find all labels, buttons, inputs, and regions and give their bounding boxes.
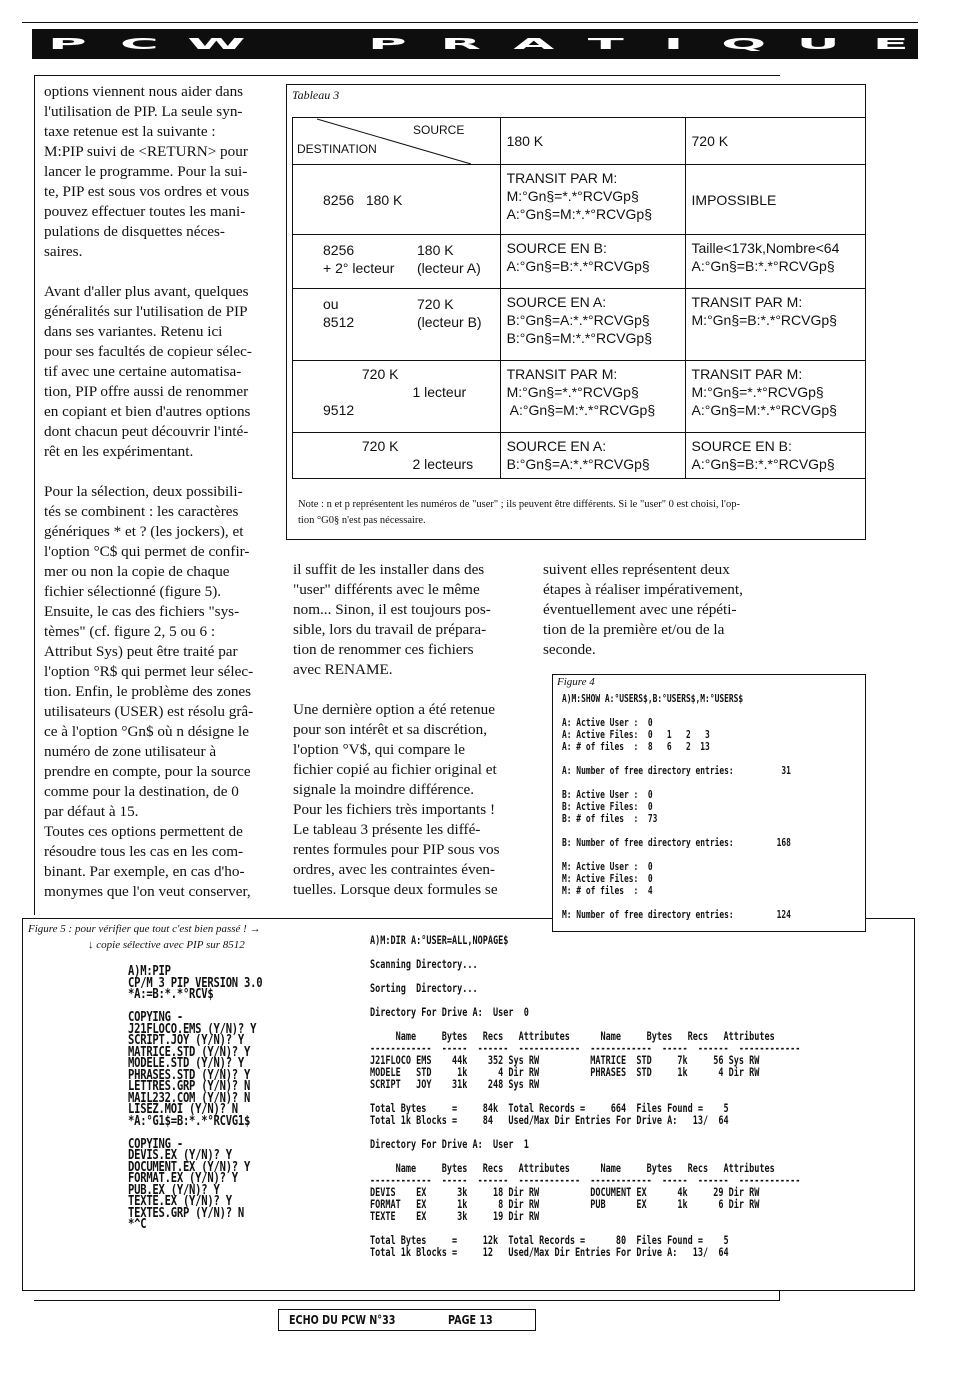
table-cell: TRANSIT PAR M: M:°Gn§=*.*°RCVGp§ A:°Gn§=M:*.*°RCVGp§ [506, 170, 652, 222]
article-column-2: il suffit de les installer dans des "user" différents avec le même nom... Sinon, il est toujours pos- sible, lors du travail de prépara- tion de renommer ces fichiers avec RENAME. Une dernière option a été retenue pour son intérêt et sa discrétion, l'option °V$, qui compare le fichier copié au fichier original et signale la moindre différence. Pour les fichiers très importants ! Le tableau 3 présente les diffé- rentes formules pour PIP sous vos ordres, avec les contraintes éven- tuelles. Lorsque deux formules se [293, 561, 500, 898]
figure-5-subcaption: ↓ copie sélective avec PIP sur 8512 [88, 939, 245, 951]
top-rule [22, 22, 918, 23]
banner-letter: T [587, 35, 627, 53]
section-banner [32, 29, 918, 59]
table-cell: TRANSIT PAR M: M:°Gn§=*.*°RCVGp§ A:°Gn§=M:*.*°RCVGp§ [691, 366, 837, 418]
banner-letter: A [513, 35, 557, 53]
banner-letter: Q [721, 35, 769, 53]
banner-letter: P [48, 35, 90, 53]
banner-letter: C [120, 35, 162, 53]
table-cell: IMPOSSIBLE [691, 191, 777, 208]
row-dest: 720 K 1 lecteur 9512 [323, 366, 467, 418]
row-dest-size: 720 K (lecteur B) [417, 296, 482, 330]
figure-4-listing: A)M:SHOW A:°USERS$,B:°USERS$,M:°USERS$ A: Active User : 0 A: Active Files: 0 1 2 3 A: # of files : 8 6 2 13 A: Number of free directory entries: 31 B: Active User : 0 B: Active Files: 0 B: # of files : 73 B: Number of free directory entries: 168 M: Active User : 0 M: Active Files: 0 M: # of files : 4 M: Number of free directory entries: 124 [562, 692, 791, 921]
table-cell: SOURCE EN B: A:°Gn§=B:*.*°RCVGp§ [506, 240, 650, 274]
banner-letter: R [440, 35, 484, 53]
pip-formula-table [292, 117, 866, 479]
banner-letter: P [368, 35, 410, 53]
row-dest: 8256 180 K [323, 191, 403, 208]
row-dest: 720 K 2 lecteurs [361, 438, 474, 472]
article-column-1: options viennent nous aider dans l'utilisation de PIP. La seule syn- taxe retenue est la suivante : M:PIP suivi de <RETURN> pour lancer le programme. Pour la sui- te, PIP est sous vos ordres et vous pouvez effectuer toutes les mani- pulations de disquettes néces- saires. Avant d'aller plus avant, quelques généralités sur l'utilisation de PIP dans ses variantes. Retenu ici pour ses facultés de copieur sélec- tif avec une certaine automatisa- tion, PIP offre aussi de renommer en copiant et bien d'autres options dont chacun peut découvrir l'inté- rêt en les expérimentant. Pour la sélection, deux possibili- tés se combinent : les caractères génériques * et ? (les jockers), et l'option °C$ qui permet de confir- mer ou non la copie de chaque fichier sélectionné (figure 5). Ensuite, le cas des fichiers "sys- tèmes" (cf. figure 2, 5 ou 6 : Attribut Sys) peut être traité par l'option °R$ qui permet leur sélec- tion. Enfin, le problème des zones utilisateurs (USER) est résolu grâ- ce à l'option °Gn$ où n désigne le numéro de zone utilisateur à prendre en compte, pour la source comme pour la destination, de 0 par défaut à 15. Toutes ces options permettent de résoudre tous les cas en les com- binant. Par exemple, en cas d'ho- monymes que l'on veut conserver, [44, 83, 254, 900]
table-cell: TRANSIT PAR M: M:°Gn§=*.*°RCVGp§ A:°Gn§=M:*.*°RCVGp§ [506, 366, 656, 418]
table-caption: Tableau 3 [292, 88, 340, 102]
table-note: Note : n et p représentent les numéros de "user" ; ils peuvent être différents. Si le "user" 0 est choisi, l'op- tion °G0§ n'est pas nécessaire. [298, 499, 740, 526]
figure-5-pip-session: A)M:PIP CP/M 3 PIP VERSION 3.0 *A:=B:*.*°RCV$ COPYING - J21FLOCO.EMS (Y/N)? Y SCRIPT.JOY (Y/N)? Y MATRICE.STD (Y/N)? Y MODELE.STD (Y/N)? Y PHRASES.STD (Y/N)? Y LETTRES.GRP (Y/N)? N MAIL232.COM (Y/N)? N LISEZ.MOI (Y/N)? N *A:°G1$=B:*.*°RCVG1$ COPYING - DEVIS.EX (Y/N)? Y DOCUMENT.EX (Y/N)? Y FORMAT.EX (Y/N)? Y PUB.EX (Y/N)? Y TEXTE.EX (Y/N)? Y TEXTES.GRP (Y/N)? N *^C [128, 963, 263, 1232]
figure-4-caption: Figure 4 [557, 676, 595, 688]
header-720k: 720 K [685, 118, 865, 165]
banner-letter: I [664, 35, 687, 53]
article-column-3: suivent elles représentent deux étapes à réaliser impérativement, éventuellement avec une répéti- tion de la première et/ou de la seconde. [543, 561, 743, 658]
table-cell: SOURCE EN A: B:°Gn§=A:*.*°RCVGp§ B:°Gn§=M:*.*°RCVGp§ [506, 294, 652, 346]
table-cell: TRANSIT PAR M: M:°Gn§=B:*.*°RCVGp§ [691, 294, 837, 328]
row-dest: 8256 + 2° lecteur [323, 242, 395, 276]
footer-page-number: PAGE 13 [448, 1313, 493, 1327]
figure-5-dir-listing: A)M:DIR A:°USER=ALL,NOPAGE$ Scanning Directory... Sorting Directory... Directory For Drive A: User 0 Name Bytes Recs Attributes Name Bytes Recs Attributes ------------ ----- ------ ------------ ------------ ----- ------ ------------ J21FLOCO EMS 44k 352 Sys RW MATRICE STD 7k 56 Sys RW MODELE STD 1k 4 Dir RW PHRASES STD 1k 4 Dir RW SCRIPT JOY 31k 248 Sys RW Total Bytes = 84k Total Records = 664 Files Found = 5 Total 1k Blocks = 84 Used/Max Dir Entries For Drive A: 13/ 64 Directory For Drive A: User 1 Name Bytes Recs Attributes Name Bytes Recs Attributes ------------ ----- ------ ------------ ------------ ----- ------ ------------ DEVIS EX 3k 18 Dir RW DOCUMENT EX 4k 29 Dir RW FORMAT EX 1k 8 Dir RW PUB EX 1k 6 Dir RW TEXTE EX 3k 19 Dir RW Total Bytes = 12k Total Records = 80 Files Found = 5 Total 1k Blocks = 12 Used/Max Dir Entries For Drive A: 13/ 64 [370, 933, 801, 1259]
table-cell: Taille<173k,Nombre<64 A:°Gn§=B:*.*°RCVGp§ [691, 240, 840, 274]
banner-letter: E [872, 35, 912, 53]
row-dest: ou 8512 [323, 296, 355, 330]
footer-publication: ECHO DU PCW N°33 [289, 1313, 396, 1327]
banner-letter: W [187, 35, 248, 53]
table-cell: SOURCE EN B: A:°Gn§=B:*.*°RCVGp§ [691, 438, 835, 472]
page-footer [278, 1309, 536, 1331]
table-cell: SOURCE EN A: B:°Gn§=A:*.*°RCVGp§ [506, 438, 650, 472]
row-dest-size: 180 K (lecteur A) [417, 242, 481, 276]
banner-letter: U [796, 35, 842, 53]
table-corner-header: SOURCE DESTINATION [293, 118, 501, 165]
header-180k: 180 K [500, 118, 685, 165]
figure-5-caption: Figure 5 : pour vérifier que tout c'est bien passé ! → [28, 923, 261, 935]
